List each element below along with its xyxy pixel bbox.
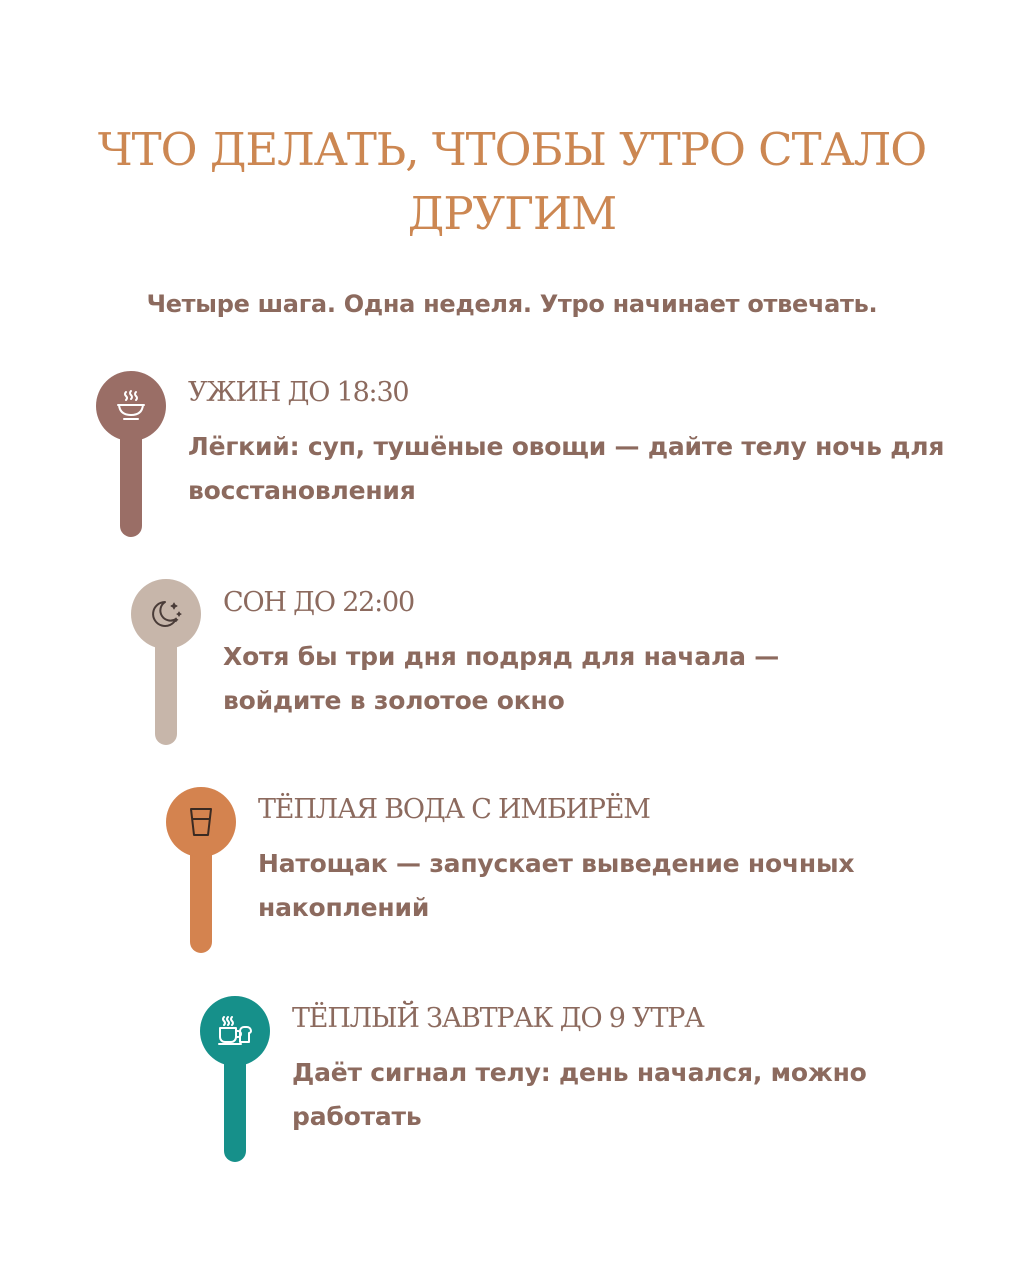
page-subtitle: Четыре шага. Одна неделя. Утро начинает отвечать. <box>146 290 878 318</box>
step-pin <box>200 996 270 1166</box>
glass-icon <box>166 787 236 857</box>
step-title: ТЁПЛЫЙ ЗАВТРАК ДО 9 УТРА <box>292 1003 704 1034</box>
step-pin <box>96 371 166 541</box>
title-line-1: ЧТО ДЕЛАТЬ, ЧТОБЫ УТРО СТАЛО <box>97 123 927 176</box>
step-description: Натощак — запускает выведение ночных накоплений <box>258 849 855 922</box>
step-pin <box>166 787 236 957</box>
title-line-2: ДРУГИМ <box>407 187 617 240</box>
step-title: УЖИН ДО 18:30 <box>188 377 409 408</box>
step-title: СОН ДО 22:00 <box>223 587 415 618</box>
moon-stars-icon <box>131 579 201 649</box>
step-description: Хотя бы три дня подряд для начала — войдите в золотое окно <box>223 642 780 715</box>
step-pin <box>131 579 201 749</box>
step-description: Лёгкий: суп, тушёные овощи — дайте телу ночь для восстановления <box>188 432 945 505</box>
cup-bread-icon <box>200 996 270 1066</box>
soup-bowl-icon <box>96 371 166 441</box>
page-title <box>0 118 1024 246</box>
step-description: Даёт сигнал телу: день начался, можно работать <box>292 1058 867 1131</box>
step-title: ТЁПЛАЯ ВОДА С ИМБИРЁМ <box>258 794 650 825</box>
